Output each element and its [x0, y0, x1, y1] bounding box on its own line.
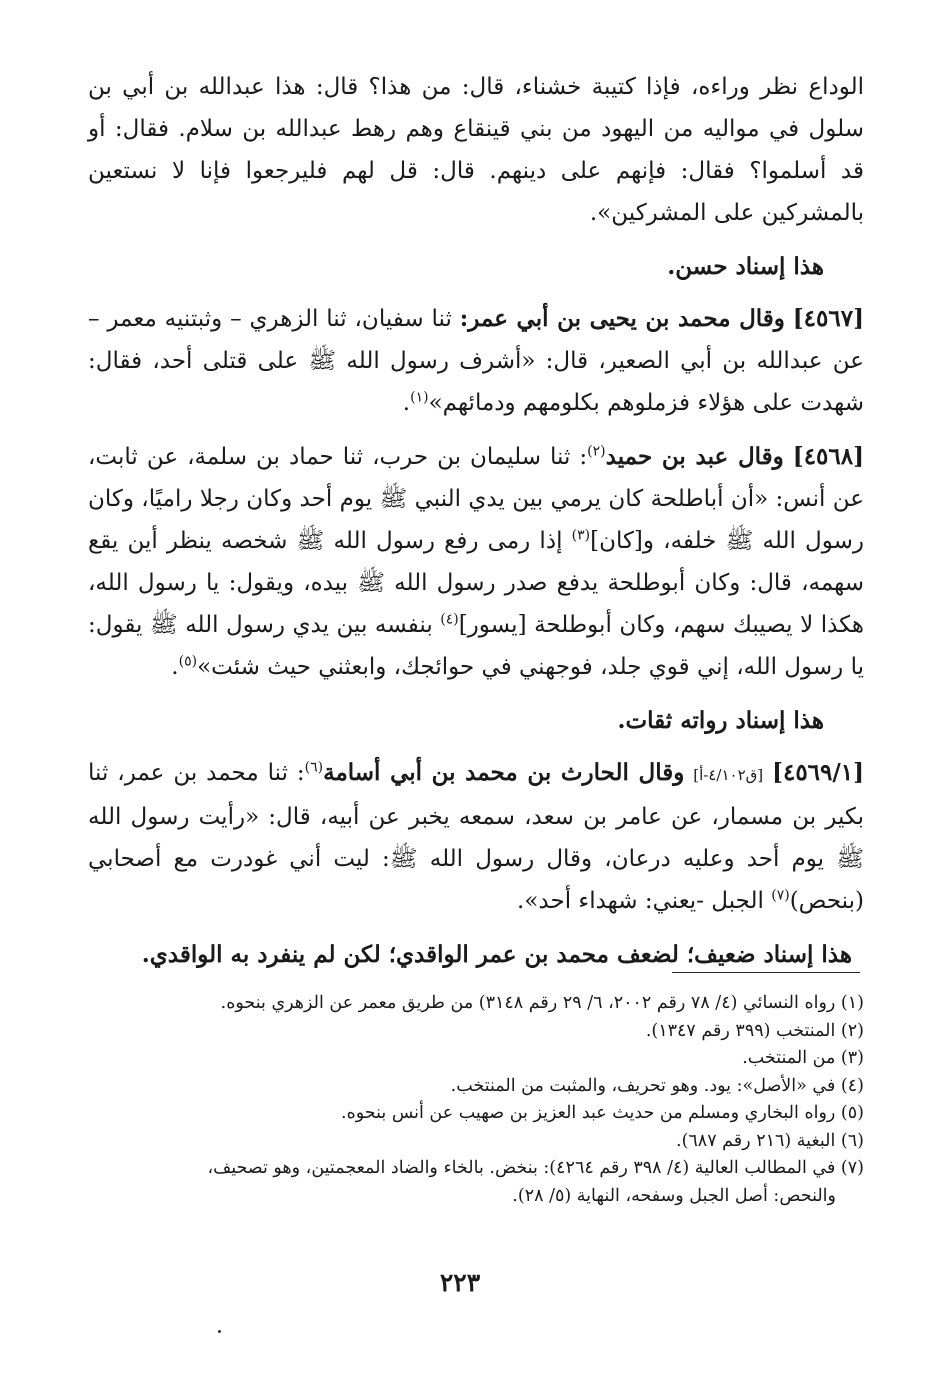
hadith-number: [٤٥٦٧] [792, 305, 864, 332]
footnote-7 [88, 1155, 864, 1210]
footnote-text: (٥) رواه البخاري ومسلم من حديث عبد العزيز بن صهيب عن أنس بنحوه. [341, 1103, 864, 1123]
punctuation: . [171, 654, 179, 680]
footnote-text-continued: والنحص: أصل الجبل وسفحه، النهاية (٥/ ٢٨). [512, 1185, 836, 1206]
footnote-ref[interactable]: (٢) [587, 443, 606, 460]
narrator: وقال الحارث بن محمد بن أبي أسامة [323, 759, 685, 786]
footnote-text: (٣) من المنتخب. [742, 1048, 864, 1068]
hadith-text: الجبل -يعني: شهداء أحد». [517, 888, 772, 914]
narrator: وقال محمد بن يحيى بن أبي عمر: [459, 305, 785, 332]
main-text [88, 66, 864, 986]
footnote-ref[interactable]: (٥) [178, 653, 198, 670]
footnote-text: (٢) المنتخب (٣٩٩ رقم ١٣٤٧). [645, 1020, 864, 1041]
footnote-3 [88, 1045, 864, 1073]
footnote-text: (١) رواه النسائي (٤/ ٧٨ رقم ٢٠٠٢، ٦/ ٢٩ رقم ٣١٤٨) من طريق معمر عن الزهري بنحوه. [220, 993, 864, 1013]
footnote-2 [88, 1018, 864, 1046]
paragraph-text: الوداع نظر وراءه، فإذا كتيبة خشناء، قال: من هذا؟ قال: هذا عبدالله بن أبي بن سلول في مواليه من اليهود من بني قينقاع وهم رهط عبدالله بن سلام. فقال: أو قد أسلموا؟ فقال: فإنهم على دينهم. قال: قل لهم فليرجعوا فإنا لا نستعين بالمشركين على المشركين». [88, 74, 864, 226]
footnote-5 [88, 1100, 864, 1128]
footnote-text: (٤) في «الأصل»: يود. وهو تحريف، والمثبت من المنتخب. [450, 1075, 864, 1096]
footnote-text: (٦) البغية (٢١٦ رقم ٦٨٧). [676, 1130, 864, 1151]
footnote-6 [88, 1128, 864, 1156]
narrator: وقال عبد بن حميد [605, 443, 784, 470]
isnad-grade-heading [88, 700, 864, 742]
isnad-grade-heading [88, 246, 864, 288]
page-number: ٢٢٣ [439, 1268, 481, 1297]
footnote-1 [88, 990, 864, 1018]
heading-text: هذا إسناد ضعيف؛ لضعف محمد بن عمر الواقدي؛ لكن لم ينفرد به الواقدي. [141, 941, 852, 968]
footnote-ref[interactable]: (٦) [304, 759, 324, 776]
heading-text: هذا إسناد حسن. [667, 253, 824, 280]
footnote-4 [88, 1073, 864, 1101]
footnote-ref[interactable]: (٣) [571, 527, 591, 544]
hadith-text: ثنا سفيان، ثنا الزهري – وثبتنيه معمر – عن عبدالله بن أبي الصعير، قال: «أشرف رسول الله ﷺ على قتلى أحد، فقال: شهدت على هؤلاء فزملوهم بكلومهم ودمائهم» [88, 306, 864, 416]
hadith-number: [٤٥٦٩/١] [772, 759, 865, 786]
paragraph-continuation [88, 66, 864, 234]
hadith-4568 [88, 436, 864, 688]
footnote-ref[interactable]: (٧) [771, 887, 790, 904]
footnote-text: (٧) في المطالب العالية (٤/ ٣٩٨ رقم ٤٢٦٤): بنخض. بالخاء والضاد المعجمتين، وهو تصحيف، [207, 1158, 864, 1178]
hadith-4567 [88, 298, 864, 424]
manuscript-folio: [ق٤/١٠٢-أ] [693, 766, 764, 784]
footnote-divider [672, 972, 860, 973]
hadith-text: بنفسه بين يدي رسول الله ﷺ يقول: يا رسول الله، إني قوي جلد، فوجهني في حوائجك، وابعثني حيث شئت» [88, 612, 864, 680]
print-speck [218, 1330, 221, 1333]
isnad-grade-heading [88, 934, 864, 976]
hadith-text: : ثنا محمد بن عمر، ثنا بكير بن مسمار، عن عامر بن سعد، سمعه يخبر عن أبيه، قال: «رأيت رسول الله ﷺ يوم أحد وعليه درعان، وقال رسول الله ﷺ: ليت أني غودرت مع أصحابي (بنحص) [88, 760, 864, 914]
hadith-text: : ثنا سليمان بن حرب، ثنا حماد بن سلمة، عن ثابت، عن أنس: «أن أباطلحة كان يرمي بين يدي النبي ﷺ يوم أحد وكان رجلا راميًا، وكان رسول الله ﷺ خلفه، و[كان] [88, 444, 865, 554]
punctuation: . [402, 390, 411, 416]
hadith-text: إذا رمى رفع رسول الله ﷺ شخصه ينظر أين يقع سهمه، قال: وكان أبوطلحة يدفع صدر رسول الله ﷺ بيده، ويقول: يا رسول الله، هكذا لا يصيبك سهم، وكان أبوطلحة [يسور] [88, 528, 864, 638]
footnotes [88, 990, 864, 1210]
hadith-4569 [88, 752, 864, 922]
hadith-number: [٤٥٦٨] [792, 443, 864, 470]
heading-text: هذا إسناد رواته ثقات. [617, 707, 824, 734]
footnote-ref[interactable]: (١) [410, 389, 429, 406]
footnote-ref[interactable]: (٤) [440, 611, 459, 628]
